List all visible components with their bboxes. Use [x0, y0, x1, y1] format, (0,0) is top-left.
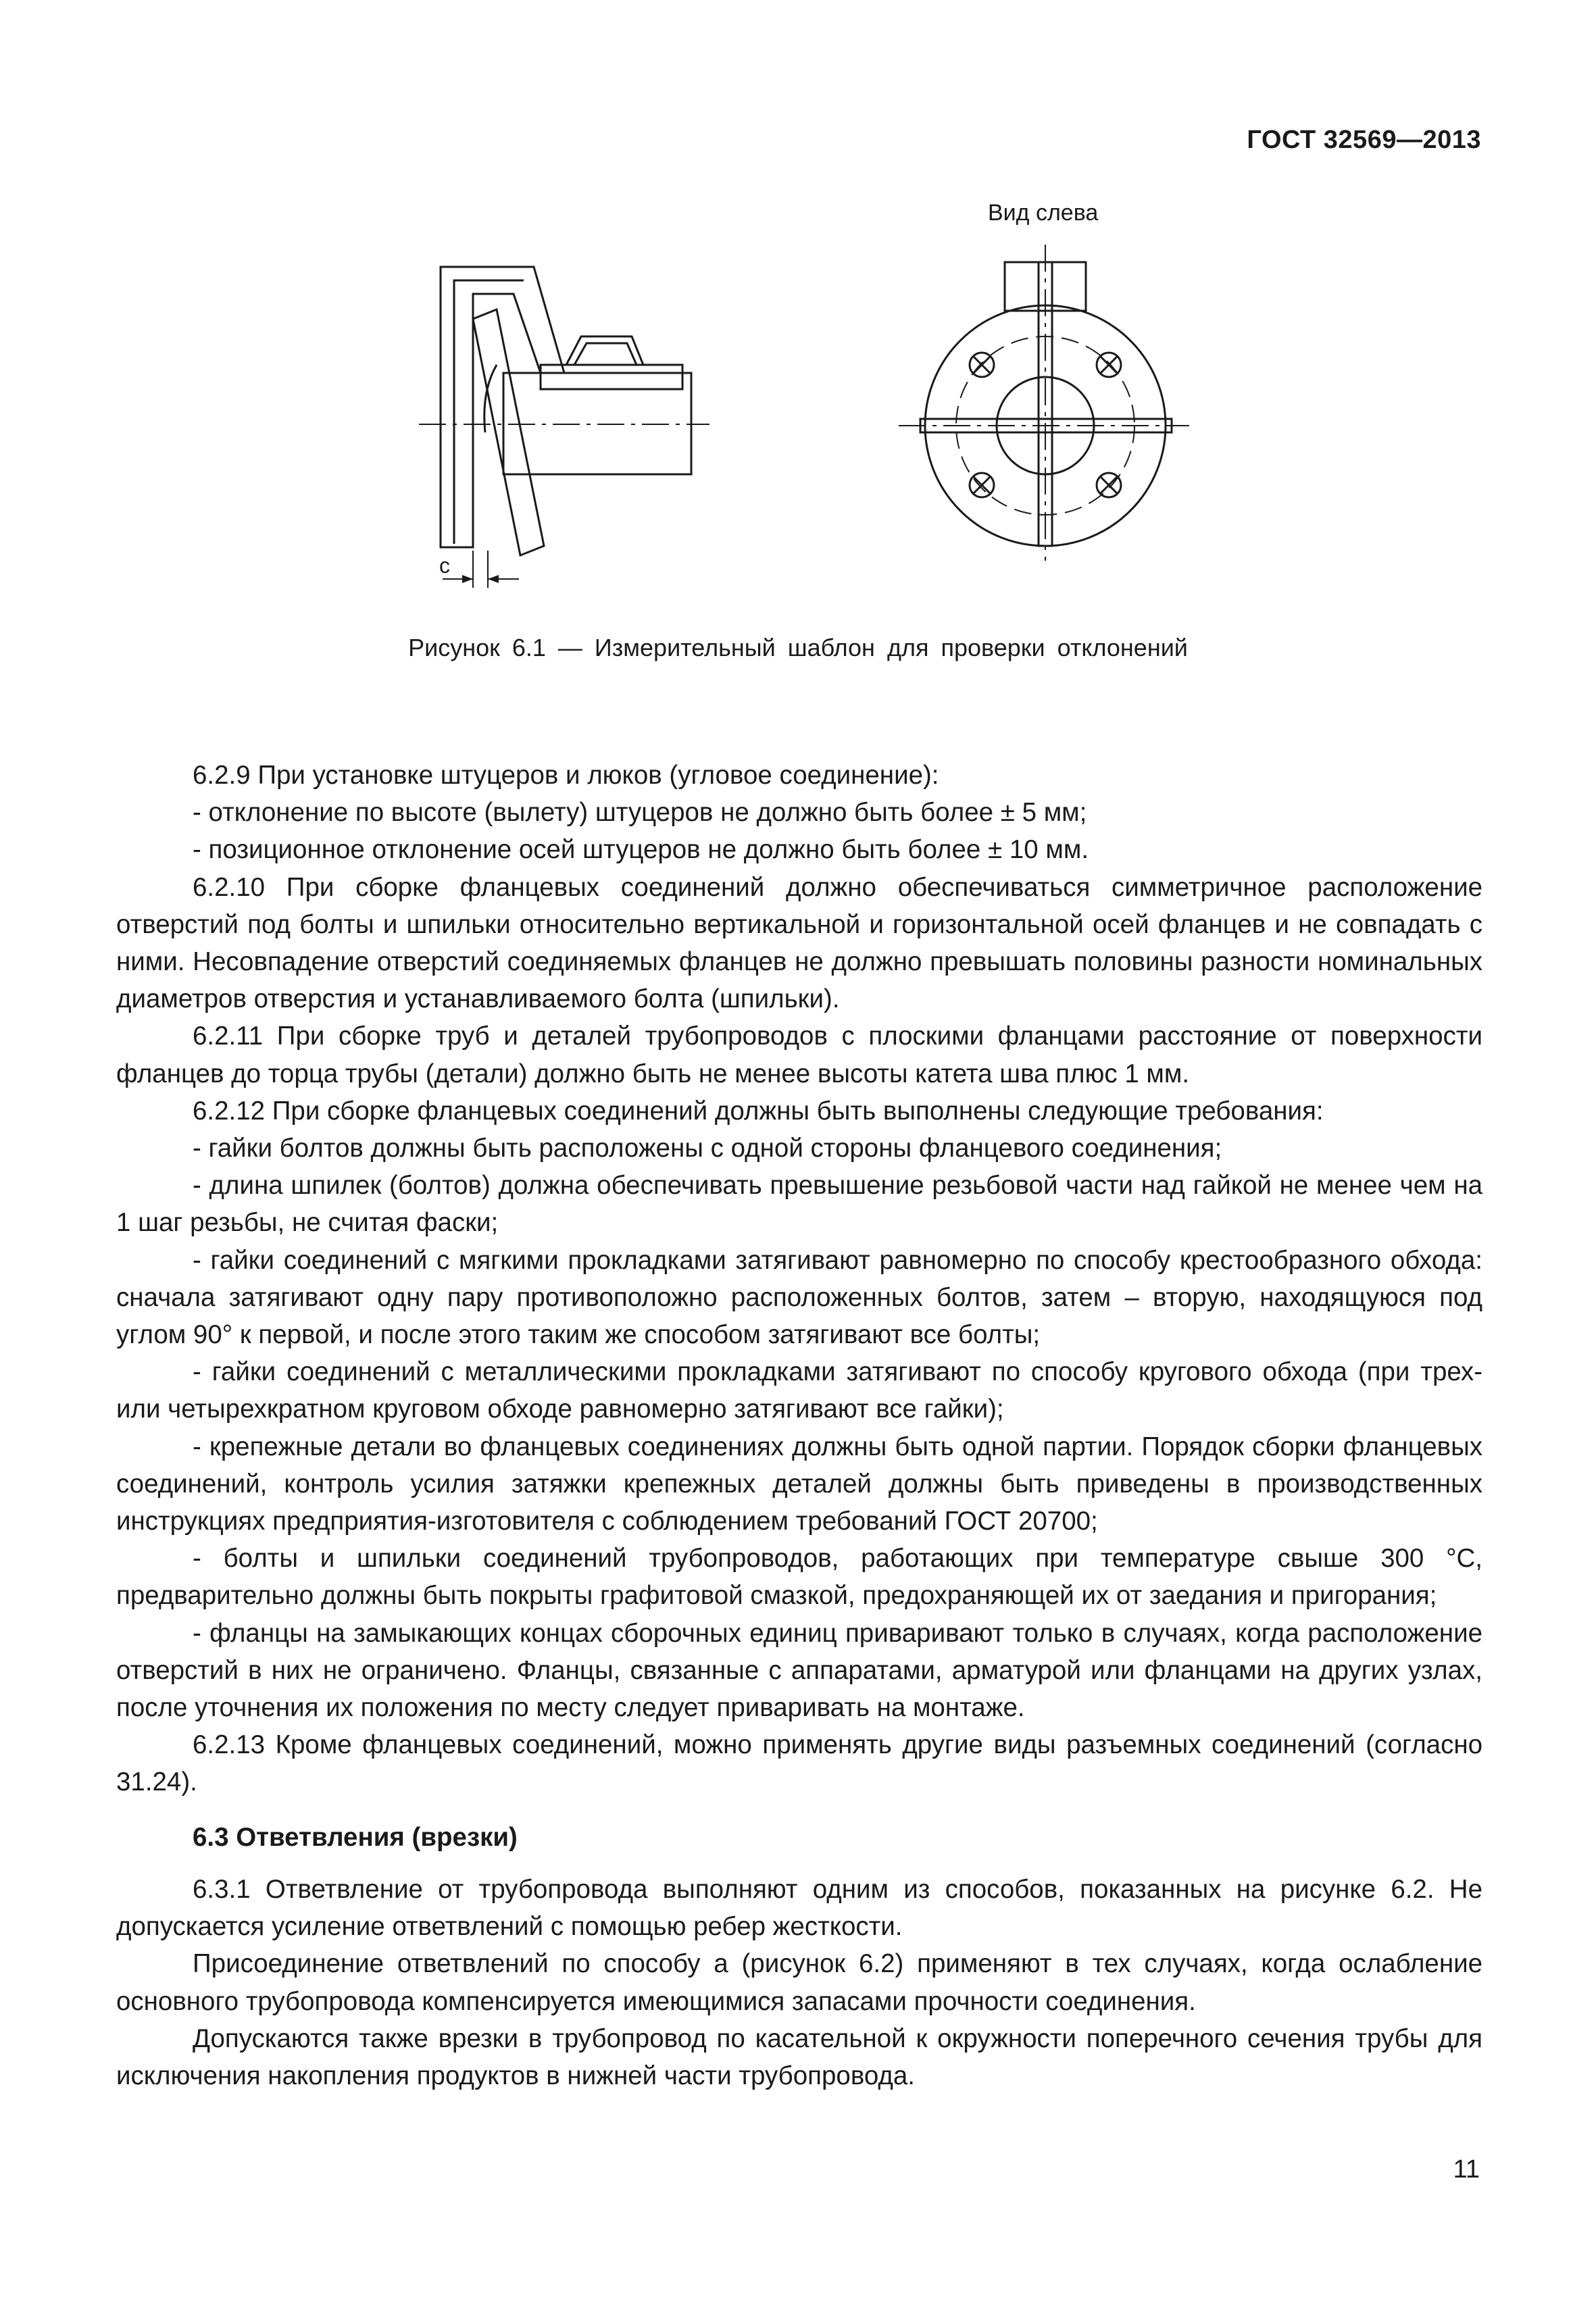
side-view: [419, 267, 709, 588]
paragraph: Допускаются также врезки в трубопровод по касательной к окружности поперечного сечения трубы для исключения накопления продуктов в нижней части трубопровода.: [116, 2023, 1482, 2090]
paragraph: 6.3.1 Ответвление от трубопровода выполняют одним из способов, показанных на рисунке 6.2. Не допускается усиление ответвлений с помощью ребер жесткости.: [116, 1874, 1482, 1942]
paragraph: - длина шпилек (болтов) должна обеспечивать превышение резьбовой части над гайкой не менее чем на 1 шаг резьбы, не считая фаски;: [116, 1171, 1482, 1238]
view-label: Вид слева: [988, 200, 1099, 226]
paragraph: 6.2.10 При сборке фланцевых соединений должно обеспечиваться симметричное расположение отверстий под болты и шпильки относительно вертикальной и горизонтальной осей фланцев и не совпадать с ними. Несовпадение отверстий соединяемых фланцев не должно превышать половины разности номинальных диаметров отверстия и устанавливаемого болта (шпильки).: [116, 872, 1482, 1014]
page-number: 11: [1453, 2155, 1480, 2184]
paragraph: Присоединение ответвлений по способу а (рисунок 6.2) применяют в тех случаях, когда ослабление основного трубопровода компенсируется имеющимися запасами прочности соединения.: [116, 1949, 1482, 2016]
section-heading: 6.3 Ответвления (врезки): [193, 1822, 518, 1852]
figure-caption: Рисунок 6.1 — Измерительный шаблон для проверки отклонений: [408, 634, 1188, 661]
paragraph: - отклонение по высоте (вылету) штуцеров не должно быть более ± 5 мм;: [193, 798, 1087, 828]
paragraph: - крепежные детали во фланцевых соединениях должны быть одной партии. Порядок сборки фланцевых соединений, контроль усилия затяжки крепежных деталей должны быть приведены в производственных инструкциях предприятия-изготовителя с соблюдением требований ГОСТ 20700;: [116, 1432, 1482, 1536]
paragraph: - гайки соединений с мягкими прокладками затягивают равномерно по способу крестообразного обхода: сначала затягивают одну пару противоположно расположенных болтов, затем – вторую, находящуюся под углом 90° к первой, и после этого таким же способом затягивают все болты;: [116, 1245, 1482, 1350]
figure-6-1: [0, 0, 1596, 676]
paragraph: - позиционное отклонение осей штуцеров не должно быть более ± 10 мм.: [193, 835, 1089, 865]
paragraph: 6.2.12 При сборке фланцевых соединений должны быть выполнены следующие требования:: [193, 1096, 1324, 1126]
left-view: [899, 245, 1189, 561]
paragraph: 6.2.13 Кроме фланцевых соединений, можно применять другие виды разъемных соединений (согласно 31.24).: [116, 1730, 1482, 1797]
document-number: ГОСТ 32569—2013: [1247, 126, 1481, 154]
paragraph: - гайки соединений с металлическими прокладками затягивают по способу кругового обхода (при трех- или четырехкратном круговом обходе равномерно затягивают все гайки);: [116, 1357, 1482, 1424]
paragraph: 6.2.9 При установке штуцеров и люков (угловое соединение):: [193, 761, 939, 790]
body-text: [116, 757, 1482, 2094]
paragraph: - гайки болтов должны быть расположены с одной стороны фланцевого соединения;: [193, 1134, 1222, 1163]
dimension-label-c: c: [439, 553, 450, 578]
paragraph: 6.2.11 При сборке труб и деталей трубопроводов с плоскими фланцами расстояние от поверхности фланцев до торца трубы (детали) должно быть не менее высоты катета шва плюс 1 мм.: [116, 1022, 1482, 1088]
measuring-template-drawing: [0, 0, 1596, 676]
paragraph: - фланцы на замыкающих концах сборочных единиц приваривают только в случаях, когда расположение отверстий в них не ограничено. Фланцы, связанные с аппаратами, арматурой или фланцами на других узлах, после уточнения их положения по месту следует приваривать на монтаже.: [116, 1618, 1482, 1723]
paragraph: - болты и шпильки соединений трубопроводов, работающих при температуре свыше 300 °С, предварительно должны быть покрыты графитовой смазкой, предохраняющей их от заедания и пригорания;: [116, 1544, 1482, 1611]
